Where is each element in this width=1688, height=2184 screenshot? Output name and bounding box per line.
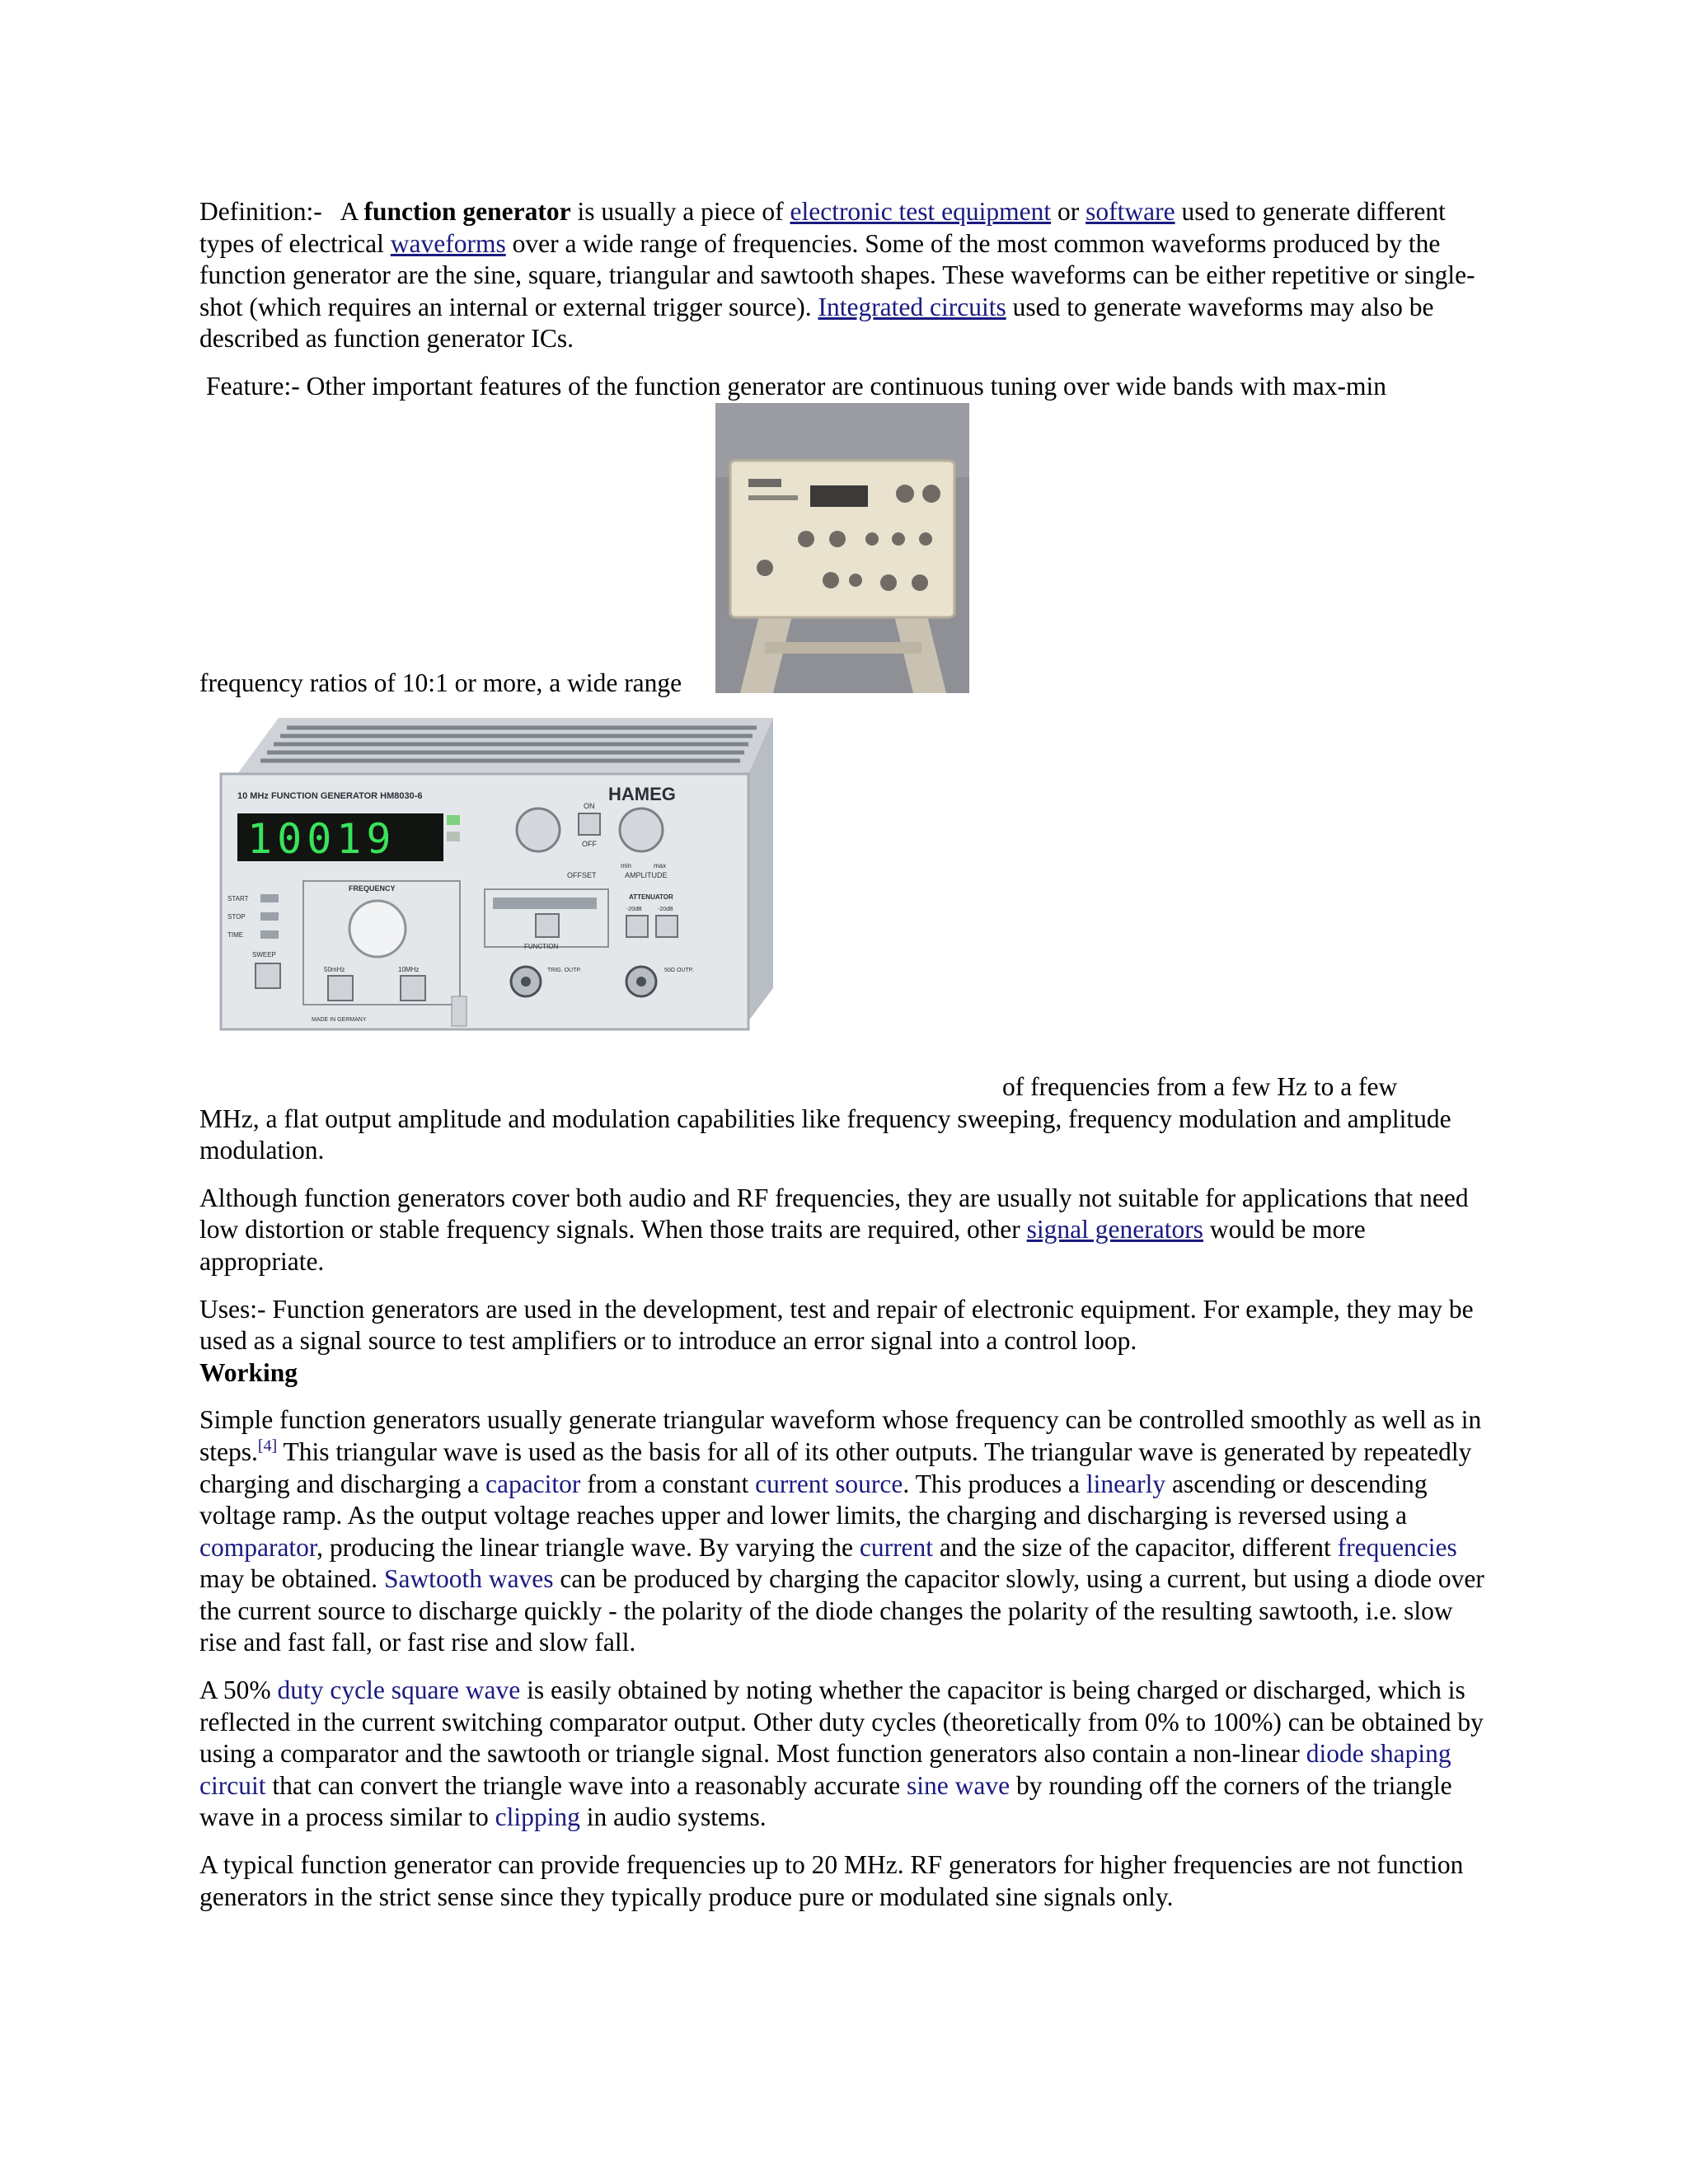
feature-line-3: of frequencies from a few Hz to a few [1002,1071,1398,1101]
svg-text:min: min [621,861,631,869]
rf-paragraph: Although function generators cover both audio and RF frequencies, they are usually not suitable for applications that need low distortion or stable frequency signals. When those traits are required, other signal generators would be more appropriate. [199,1183,1469,1276]
svg-text:TIME: TIME [227,930,244,939]
link-current[interactable]: current [859,1532,934,1562]
function-generator-photo-large [213,716,773,1038]
link-sawtooth-waves[interactable]: Sawtooth waves [383,1564,554,1594]
link-clipping[interactable]: clipping [495,1802,580,1832]
working-paragraph-1: Simple function generators usually generate triangular waveform whose frequency can be controlled smoothly as well as in steps.[4] This triangular wave is used as the basis for all of its other outputs. The triangular wave is generated by repeatedly charging and discharging a capacitor from a constant current source. This produces a linearly ascending or descending voltage ramp. As the output voltage reaches upper and lower limits, the charging and discharging is reversed using a comparator, producing the linear triangle wave. By varying the current and the size of the capacitor, different frequencies may be obtained. Sawtooth waves can be produced by charging the capacitor slowly, using a current, but using a diode over the current source to discharge quickly - the polarity of the diode changes the polarity of the resulting sawtooth, i.e. slow rise and fast fall, or fast rise and slow fall. [199,1405,1484,1657]
working-paragraph-2: A 50% duty cycle square wave is easily obtained by noting whether the capacitor is being charged or discharged, which is reflected in the current switching comparator output. Other duty cycles (theoretically from 0% to 100%) can be obtained by using a comparator and the sawtooth or triangle signal. Most function generators also contain a non-linear diode shaping circuit that can convert the triangle wave into a reasonably accurate sine wave by rounding off the corners of the triangle wave in a process similar to clipping in audio systems. [199,1675,1484,1832]
svg-text:OFFSET: OFFSET [567,870,597,879]
link-sine-wave[interactable]: sine wave [906,1770,1010,1800]
svg-text:-20dB: -20dB [626,906,642,912]
svg-text:-20dB: -20dB [658,906,673,912]
uses-paragraph: Uses:- Function generators are used in the development, test and repair of electronic equipment. For example, they may be used as a signal source to test amplifiers or to introduce an error signal into a control loop. [199,1294,1474,1356]
document-body [199,196,1493,1929]
svg-text:MADE IN GERMANY: MADE IN GERMANY [312,1016,367,1023]
link-duty-cycle-square-wave[interactable]: duty cycle square wave [277,1675,521,1705]
feature-line-1: Feature:- Other important features of the function generator are continuous tuning over wide bands with max-min [206,371,1386,401]
working-paragraph-3: A typical function generator can provide frequencies up to 20 MHz. RF generators for higher frequencies are not function generators in the strict sense since they typically produce pure or modulated sine signals only. [199,1850,1464,1911]
svg-text:10MHz: 10MHz [398,965,420,973]
hameg-photo-row [199,700,1493,1104]
svg-text:ON: ON [584,801,595,810]
svg-text:STOP: STOP [227,912,246,921]
svg-text:OFF: OFF [582,839,597,848]
svg-text:ATTENUATOR: ATTENUATOR [629,893,673,901]
generator-image-small [715,403,969,693]
link-diode-shaping-circuit[interactable]: diode shaping circuit [199,1739,1451,1800]
link-frequencies[interactable]: frequencies [1337,1532,1457,1562]
feature-line-2: frequency ratios of 10:1 or more, a wide range [199,668,682,697]
link-capacitor[interactable]: capacitor [485,1469,581,1498]
svg-text:50mHz: 50mHz [324,965,345,973]
feature-line-4: MHz, a flat output amplitude and modulation capabilities like frequency sweeping, frequency modulation and amplitude modulation. [199,1104,1451,1165]
definition-label: Definition:- [199,197,322,226]
link-electronic-test-equipment[interactable]: electronic test equipment [790,197,1052,226]
function-generator-photo-small [715,403,969,693]
svg-text:FREQUENCY: FREQUENCY [349,883,396,893]
reference-4-link[interactable]: [4] [257,1436,278,1455]
link-software[interactable]: software [1085,197,1175,226]
feature-photo-line [199,403,1493,700]
svg-text:TRIG. OUTP.: TRIG. OUTP. [547,967,582,973]
working-heading: Working [199,1357,298,1387]
svg-text:50Ω OUTP.: 50Ω OUTP. [664,967,694,973]
link-signal-generators[interactable]: signal generators [1026,1215,1203,1244]
link-integrated-circuits[interactable]: Integrated circuits [818,292,1006,321]
svg-text:FUNCTION: FUNCTION [524,942,559,950]
definition-paragraph: Definition:- A function generator is usually a piece of electronic test equipment or software used to generate different types of electrical waveforms over a wide range of frequencies. Some of the most common waveforms produced by the function generator are the sine, square, triangular and sawtooth shapes. These waveforms can be either repetitive or single-shot (which requires an internal or external trigger source). Integrated circuits used to generate waveforms may also be described as function generator ICs. [199,197,1475,354]
term-function-generator: function generator [363,197,571,226]
link-waveforms[interactable]: waveforms [390,228,506,258]
svg-text:max: max [654,861,667,869]
panel-brand-text: HAMEG [608,783,676,804]
panel-title-text: 10 MHz FUNCTION GENERATOR HM8030-6 [237,790,423,801]
link-current-source[interactable]: current source [755,1469,903,1498]
generator-image-large [213,716,773,1038]
panel-display-text: 10019 [247,814,396,863]
svg-text:AMPLITUDE: AMPLITUDE [625,870,668,879]
svg-text:START: START [227,894,249,902]
link-linearly[interactable]: linearly [1085,1469,1166,1498]
svg-text:SWEEP: SWEEP [252,950,276,958]
link-comparator[interactable]: comparator [199,1532,317,1562]
